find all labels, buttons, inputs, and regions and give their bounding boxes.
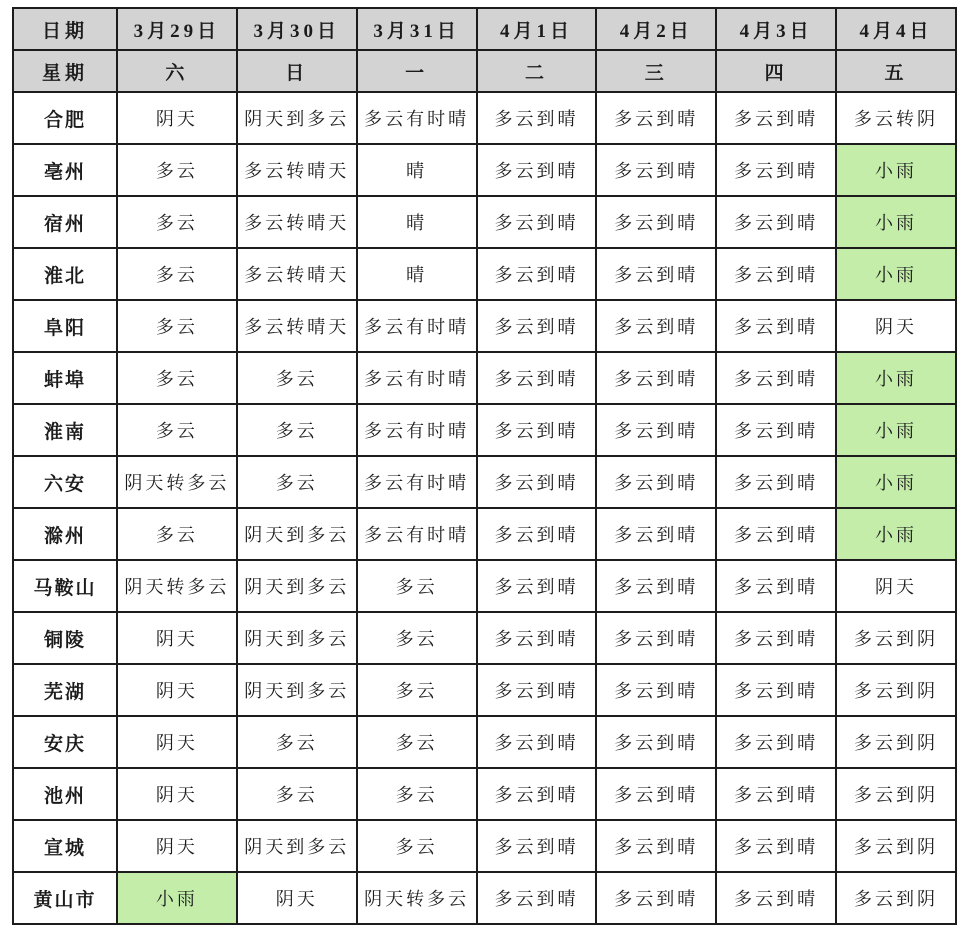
forecast-cell: 阴天转多云 <box>117 456 237 508</box>
forecast-cell: 阴天转多云 <box>117 560 237 612</box>
forecast-cell: 多云 <box>117 352 237 404</box>
city-cell: 蚌埠 <box>13 352 117 404</box>
forecast-cell: 多云 <box>237 768 357 820</box>
table-body <box>13 92 956 924</box>
forecast-cell: 多云到晴 <box>596 872 716 924</box>
forecast-cell: 小雨 <box>836 352 956 404</box>
table-row <box>13 248 956 300</box>
forecast-cell: 多云到晴 <box>716 768 836 820</box>
forecast-cell: 多云到晴 <box>716 716 836 768</box>
forecast-cell: 阴天 <box>117 664 237 716</box>
forecast-cell: 多云到晴 <box>596 820 716 872</box>
forecast-cell: 阴天 <box>117 820 237 872</box>
forecast-cell: 多云到晴 <box>716 300 836 352</box>
forecast-cell: 多云到晴 <box>477 300 597 352</box>
city-cell: 合肥 <box>13 92 117 144</box>
forecast-cell: 阴天 <box>117 768 237 820</box>
forecast-cell: 多云到晴 <box>716 404 836 456</box>
city-cell: 铜陵 <box>13 612 117 664</box>
forecast-cell: 多云到晴 <box>596 456 716 508</box>
city-cell: 宿州 <box>13 196 117 248</box>
forecast-cell: 多云 <box>117 508 237 560</box>
city-cell: 马鞍山 <box>13 560 117 612</box>
forecast-cell: 多云到晴 <box>477 820 597 872</box>
city-cell: 宣城 <box>13 820 117 872</box>
table-row <box>13 92 956 144</box>
forecast-cell: 多云到晴 <box>477 404 597 456</box>
forecast-cell: 多云到晴 <box>477 560 597 612</box>
forecast-cell: 多云到晴 <box>477 508 597 560</box>
forecast-cell: 阴天转多云 <box>357 872 477 924</box>
forecast-cell: 多云 <box>237 404 357 456</box>
forecast-cell: 多云 <box>357 716 477 768</box>
forecast-cell: 多云到晴 <box>716 560 836 612</box>
date-header-cell: 4月1日 <box>477 8 597 50</box>
table-row <box>13 352 956 404</box>
table-row <box>13 508 956 560</box>
date-header-cell: 4月2日 <box>596 8 716 50</box>
weekday-header-cell: 日 <box>237 50 357 92</box>
forecast-cell: 阴天到多云 <box>237 664 357 716</box>
forecast-cell: 多云 <box>117 300 237 352</box>
table-row <box>13 456 956 508</box>
week-header-label: 星期 <box>13 50 117 92</box>
forecast-cell: 阴天 <box>836 300 956 352</box>
forecast-cell: 多云到阴 <box>836 716 956 768</box>
forecast-cell: 多云到晴 <box>596 196 716 248</box>
date-header-cell: 3月31日 <box>357 8 477 50</box>
forecast-cell: 多云 <box>117 144 237 196</box>
city-cell: 六安 <box>13 456 117 508</box>
forecast-cell: 晴 <box>357 144 477 196</box>
forecast-cell: 阴天 <box>836 560 956 612</box>
forecast-cell: 多云到晴 <box>477 664 597 716</box>
forecast-cell: 多云转晴天 <box>237 144 357 196</box>
forecast-cell: 多云到晴 <box>596 612 716 664</box>
forecast-cell: 多云到晴 <box>716 144 836 196</box>
forecast-cell: 多云到阴 <box>836 872 956 924</box>
date-header-cell: 3月29日 <box>117 8 237 50</box>
forecast-cell: 多云 <box>237 352 357 404</box>
forecast-cell: 多云到晴 <box>596 300 716 352</box>
forecast-cell: 阴天 <box>117 716 237 768</box>
forecast-cell: 多云到晴 <box>716 196 836 248</box>
forecast-cell: 多云到晴 <box>716 248 836 300</box>
forecast-cell: 多云到晴 <box>716 352 836 404</box>
table-row <box>13 612 956 664</box>
forecast-cell: 多云转晴天 <box>237 196 357 248</box>
weekday-header-cell: 六 <box>117 50 237 92</box>
weekday-header-cell: 四 <box>716 50 836 92</box>
forecast-cell: 多云到晴 <box>477 456 597 508</box>
weekday-header-cell: 三 <box>596 50 716 92</box>
city-cell: 池州 <box>13 768 117 820</box>
forecast-cell: 多云到阴 <box>836 664 956 716</box>
table-row <box>13 768 956 820</box>
forecast-cell: 多云到阴 <box>836 820 956 872</box>
forecast-cell: 多云到晴 <box>596 248 716 300</box>
forecast-cell: 阴天到多云 <box>237 508 357 560</box>
forecast-cell: 多云到晴 <box>477 92 597 144</box>
forecast-cell: 多云 <box>237 456 357 508</box>
forecast-cell: 多云有时晴 <box>357 508 477 560</box>
city-cell: 芜湖 <box>13 664 117 716</box>
table-row <box>13 196 956 248</box>
weekday-header-cell: 一 <box>357 50 477 92</box>
forecast-cell: 多云到晴 <box>596 560 716 612</box>
forecast-cell: 多云到晴 <box>477 196 597 248</box>
date-header-label: 日期 <box>13 8 117 50</box>
forecast-cell: 多云到晴 <box>596 92 716 144</box>
table-row <box>13 144 956 196</box>
forecast-cell: 多云到晴 <box>716 456 836 508</box>
forecast-cell: 多云 <box>117 196 237 248</box>
city-cell: 淮北 <box>13 248 117 300</box>
weekday-header-cell: 二 <box>477 50 597 92</box>
forecast-cell: 多云 <box>237 716 357 768</box>
forecast-cell: 晴 <box>357 248 477 300</box>
forecast-cell: 多云有时晴 <box>357 352 477 404</box>
table-row <box>13 716 956 768</box>
forecast-cell: 多云到晴 <box>596 716 716 768</box>
date-header-row <box>13 8 956 50</box>
forecast-cell: 阴天到多云 <box>237 92 357 144</box>
forecast-cell: 多云到晴 <box>596 664 716 716</box>
forecast-cell: 多云到晴 <box>716 820 836 872</box>
forecast-cell: 多云 <box>117 404 237 456</box>
city-cell: 亳州 <box>13 144 117 196</box>
forecast-cell: 阴天到多云 <box>237 820 357 872</box>
forecast-cell: 多云到晴 <box>477 872 597 924</box>
forecast-cell: 多云到晴 <box>716 664 836 716</box>
city-cell: 淮南 <box>13 404 117 456</box>
table-row <box>13 872 956 924</box>
date-header-cell: 4月4日 <box>836 8 956 50</box>
forecast-cell: 小雨 <box>836 508 956 560</box>
forecast-cell: 多云转阴 <box>836 92 956 144</box>
forecast-cell: 多云有时晴 <box>357 300 477 352</box>
date-header-cell: 4月3日 <box>716 8 836 50</box>
forecast-cell: 阴天 <box>117 612 237 664</box>
forecast-cell: 多云 <box>357 612 477 664</box>
forecast-cell: 多云到晴 <box>477 248 597 300</box>
forecast-cell: 多云 <box>357 560 477 612</box>
forecast-cell: 多云到阴 <box>836 768 956 820</box>
forecast-cell: 多云 <box>357 664 477 716</box>
forecast-cell: 小雨 <box>836 404 956 456</box>
forecast-cell: 多云 <box>357 820 477 872</box>
forecast-cell: 多云 <box>357 768 477 820</box>
table-row <box>13 820 956 872</box>
forecast-cell: 多云到晴 <box>477 768 597 820</box>
weekday-header-row <box>13 50 956 92</box>
forecast-cell: 阴天到多云 <box>237 612 357 664</box>
forecast-cell: 多云到晴 <box>477 352 597 404</box>
forecast-cell: 小雨 <box>836 248 956 300</box>
table-row <box>13 560 956 612</box>
city-cell: 安庆 <box>13 716 117 768</box>
forecast-cell: 阴天到多云 <box>237 560 357 612</box>
forecast-cell: 小雨 <box>836 144 956 196</box>
forecast-cell: 多云到晴 <box>477 612 597 664</box>
city-cell: 阜阳 <box>13 300 117 352</box>
forecast-cell: 多云到晴 <box>716 92 836 144</box>
forecast-cell: 多云到晴 <box>716 508 836 560</box>
forecast-cell: 多云有时晴 <box>357 456 477 508</box>
forecast-cell: 阴天 <box>117 92 237 144</box>
forecast-cell: 小雨 <box>836 196 956 248</box>
forecast-cell: 多云到晴 <box>596 768 716 820</box>
forecast-cell: 晴 <box>357 196 477 248</box>
forecast-cell: 多云到晴 <box>596 404 716 456</box>
forecast-cell: 多云到晴 <box>596 352 716 404</box>
table-row <box>13 300 956 352</box>
city-cell: 滁州 <box>13 508 117 560</box>
forecast-cell: 多云有时晴 <box>357 404 477 456</box>
forecast-cell: 多云有时晴 <box>357 92 477 144</box>
forecast-cell: 小雨 <box>836 456 956 508</box>
forecast-cell: 多云转晴天 <box>237 248 357 300</box>
forecast-cell: 多云到晴 <box>477 716 597 768</box>
forecast-cell: 阴天 <box>237 872 357 924</box>
table-row <box>13 404 956 456</box>
table-row <box>13 664 956 716</box>
forecast-cell: 多云到晴 <box>477 144 597 196</box>
date-header-cell: 3月30日 <box>237 8 357 50</box>
weekday-header-cell: 五 <box>836 50 956 92</box>
city-cell: 黄山市 <box>13 872 117 924</box>
forecast-cell: 多云转晴天 <box>237 300 357 352</box>
table-header <box>13 8 956 92</box>
forecast-cell: 多云到晴 <box>716 612 836 664</box>
weather-forecast-table <box>12 7 957 925</box>
forecast-cell: 小雨 <box>117 872 237 924</box>
forecast-cell: 多云到晴 <box>596 508 716 560</box>
forecast-cell: 多云 <box>117 248 237 300</box>
forecast-cell: 多云到晴 <box>596 144 716 196</box>
forecast-cell: 多云到阴 <box>836 612 956 664</box>
forecast-cell: 多云到晴 <box>716 872 836 924</box>
